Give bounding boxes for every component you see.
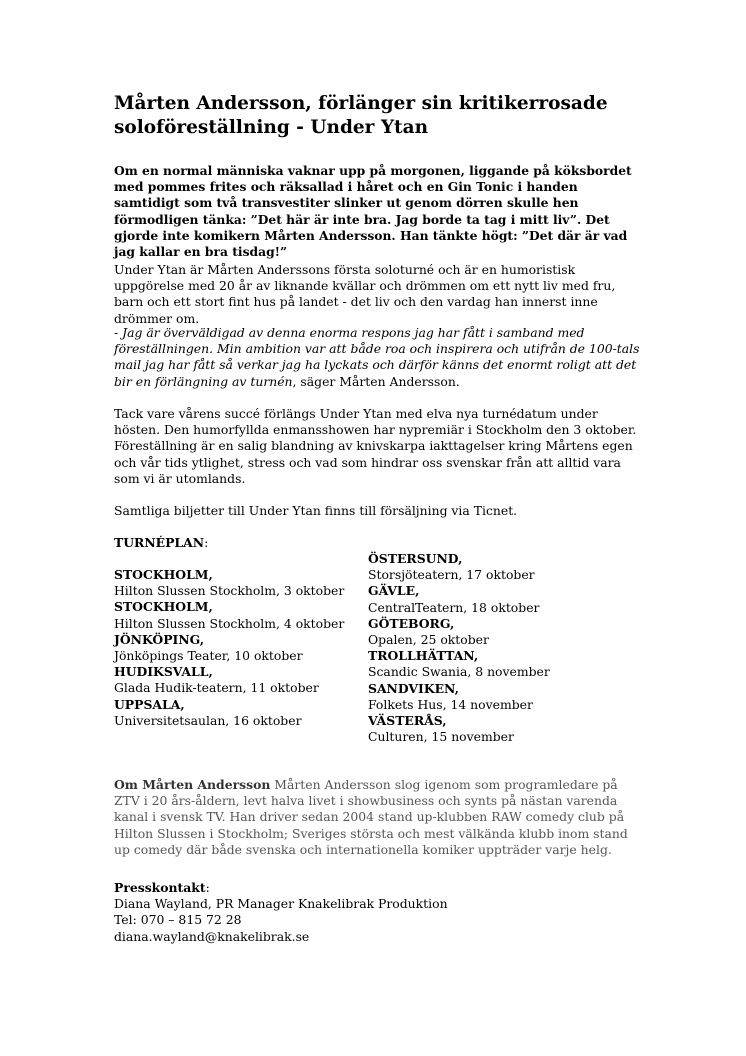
about-text: Mårten Andersson slog igenom som programledare på ZTV i 20 års-åldern, levt halva livet i showbusiness och synts på nästan varenda kanal i svensk TV. Han driver sedan 2004 stand up-klubben RAW comedy club på Hilton Slussen i Stockholm; Sveriges största och mest välkända klubb inom stand up comedy där både svenska och internationella komiker uppträder varje helg. bbox=[114, 777, 628, 857]
tour-heading bbox=[114, 535, 644, 551]
tour-venue: Opalen, 25 oktober bbox=[368, 632, 489, 648]
tour-city: GÖTEBORG, bbox=[368, 615, 455, 631]
about-paragraph bbox=[114, 777, 634, 858]
page-title: Mårten Andersson, förlänger sin kritikerrosade soloföreställning - Under Ytan bbox=[114, 93, 608, 138]
tour-venue: Hilton Slussen Stockholm, 3 oktober bbox=[114, 583, 345, 599]
tour-heading-label: TURNÉPLAN bbox=[114, 535, 205, 550]
press-contact bbox=[114, 880, 644, 945]
tour-venue: CentralTeatern, 18 oktober bbox=[368, 599, 540, 615]
tour-city: STOCKHOLM, bbox=[114, 599, 213, 615]
quote-text: - Jag är överväldigad av denna enorma respons jag har fått i samband med föreställningen. Min ambition var att både roa och inspirera och utifrån de 100-tals mail jag har fått så verkar jag ha lyckats och därför känns det enormt roligt att det bir en förlängning av turnén bbox=[114, 325, 640, 389]
tour-city: TROLLHÄTTAN, bbox=[368, 648, 479, 664]
tour-venue: Hilton Slussen Stockholm, 4 oktober bbox=[114, 615, 345, 631]
press-heading: Presskontakt bbox=[114, 880, 206, 895]
tour-venue: Storsjöteatern, 17 oktober bbox=[368, 567, 535, 583]
press-contact-name: Diana Wayland, PR Manager Knakelibrak Produktion bbox=[114, 896, 448, 912]
tickets-paragraph: Samtliga biljetter till Under Ytan finns till försäljning via Ticnet. bbox=[114, 503, 518, 518]
tour-city: SANDVIKEN, bbox=[368, 680, 459, 696]
lead-paragraph: Om en normal människa vaknar upp på morgonen, liggande på köksbordet med pommes frites och räksallad i håret och en Gin Tonic i handen samtidigt som två transvestiter slinker ut genom dörren skulle hen förmodligen tänka: ”Det här är inte bra. Jag borde ta tag i mitt liv”. Det gjorde inte komikern Mårten Andersson. Han tänkte högt: ”Det där är vad jag kallar en bra tisdag!” bbox=[114, 163, 632, 260]
intro-paragraph: Under Ytan är Mårten Anderssons första soloturné och är en humoristisk uppgörelse med 20 år av liknande kvällar och drömmen om ett nytt liv med fru, barn och ett stort fint hus på landet - det liv och den vardag han innerst inne drömmer om. bbox=[114, 262, 616, 326]
tour-city: STOCKHOLM, bbox=[114, 567, 213, 582]
press-contact-phone: Tel: 070 – 815 72 28 bbox=[114, 912, 242, 928]
tour-city: UPPSALA, bbox=[114, 696, 185, 712]
quote-attribution: , säger Mårten Andersson. bbox=[292, 373, 460, 389]
tour-venue: Jönköpings Teater, 10 oktober bbox=[114, 648, 303, 664]
tour-venue: Scandic Swania, 8 november bbox=[368, 664, 550, 680]
press-contact-email[interactable]: diana.wayland@knakelibrak.se bbox=[114, 928, 310, 944]
tour-city: ÖSTERSUND, bbox=[368, 551, 463, 566]
tour-extension-paragraph: Tack vare vårens succé förlängs Under Ytan med elva nya turnédatum under hösten. Den humorfyllda enmansshowen har nypremiär i Stockholm den 3 oktober. Föreställning är en salig blandning av knivskarpa iakttagelser kring Mårtens egen och vår tids ytlighet, stress och vad som hindrar oss svenskar från att alltid vara som vi är utomlands. bbox=[114, 406, 637, 486]
about-heading: Om Mårten Andersson bbox=[114, 777, 271, 792]
tour-venue: Glada Hudik-teatern, 11 oktober bbox=[114, 680, 319, 696]
tour-city: VÄSTERÅS, bbox=[368, 713, 447, 729]
tour-venue: Culturen, 15 november bbox=[368, 729, 514, 745]
tour-list-left bbox=[114, 567, 374, 729]
tour-venue: Folkets Hus, 14 november bbox=[368, 696, 533, 712]
press-heading-colon: : bbox=[205, 880, 210, 895]
tour-heading-colon: : bbox=[204, 535, 209, 550]
tour-city: GÄVLE, bbox=[368, 583, 420, 599]
quote-paragraph bbox=[114, 325, 644, 390]
tour-city: HUDIKSVALL, bbox=[114, 664, 213, 680]
tour-list-right bbox=[368, 551, 628, 745]
tour-city: JÖNKÖPING, bbox=[114, 631, 205, 647]
tour-venue: Universitetsaulan, 16 oktober bbox=[114, 712, 302, 728]
